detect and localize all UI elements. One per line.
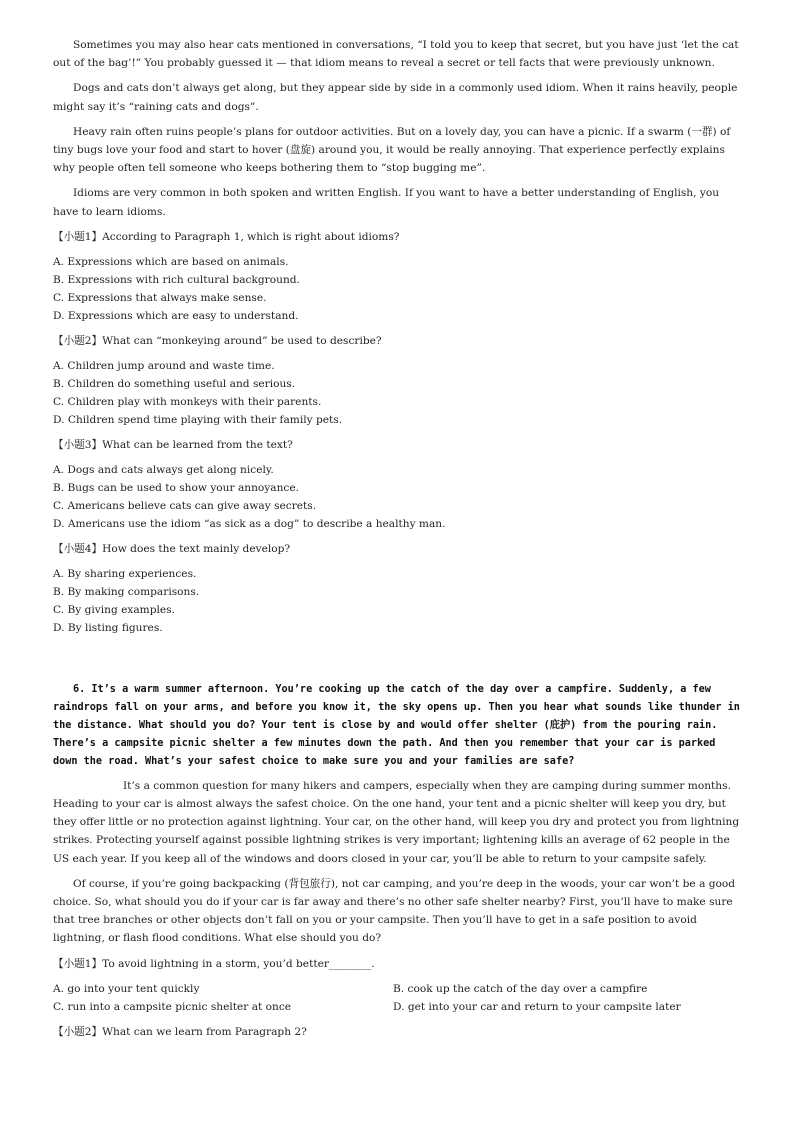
- option-a: A. go into your tent quickly: [53, 982, 200, 995]
- question-stem: 【小题1】To avoid lightning in a storm, you’d better________.: [53, 957, 375, 970]
- option-b: B. Children do something useful and serious.: [53, 377, 296, 390]
- option-list: [53, 565, 743, 637]
- question-stem: 【小题3】What can be learned from the text?: [53, 438, 293, 451]
- option-a: A. Dogs and cats always get along nicely.: [53, 463, 274, 476]
- option-b: B. Bugs can be used to show your annoyance.: [53, 481, 299, 494]
- option-c: C. Americans believe cats can give away secrets.: [53, 499, 317, 512]
- option-c: C. Children play with monkeys with their parents.: [53, 395, 322, 408]
- option-c: C. run into a campsite picnic shelter at once: [53, 1000, 292, 1013]
- question-stem: 【小题1】According to Paragraph 1, which is right about idioms?: [53, 230, 400, 243]
- option-b: B. By making comparisons.: [53, 585, 200, 598]
- option-list: [53, 357, 743, 429]
- paragraph: Heavy rain often ruins people’s plans for outdoor activities. But on a lovely day, you can have a picnic. If a swarm (一群) of tiny bugs love your food and start to hover (盘旋) around you, it would be really annoying. That experience perfectly explains why people often tell someone who keeps bothering them to “stop bugging me”.: [53, 125, 734, 175]
- option-a: A. Expressions which are based on animals.: [53, 255, 289, 268]
- document-page: [53, 36, 743, 1048]
- option-d: D. Americans use the idiom “as sick as a dog” to describe a healthy man.: [53, 517, 446, 530]
- option-a: A. By sharing experiences.: [53, 567, 197, 580]
- paragraph: Dogs and cats don’t always get along, but they appear side by side in a commonly used idiom. When it rains heavily, people might say it’s “raining cats and dogs”.: [53, 82, 741, 113]
- option-d: D. get into your car and return to your campsite later: [393, 1000, 681, 1013]
- passage-intro: 6. It’s a warm summer afternoon. You’re cooking up the catch of the day over a campfire. Suddenly, a few raindrops fall on your arms, and before you know it, the sky opens up. Then you hear what sounds like thunder in the distance. What should you do? Your tent is close by and would offer shelter (庇护) from the pouring rain. There’s a campsite picnic shelter a few minutes down the path. And then you remember that your car is parked down the road. What’s your safest choice to make sure you and your families are safe?: [53, 683, 740, 767]
- option-d: D. By listing figures.: [53, 621, 163, 634]
- option-b: B. cook up the catch of the day over a campfire: [393, 982, 648, 995]
- paragraph: It’s a common question for many hikers and campers, especially when they are camping during summer months. Heading to your car is almost always the safest choice. On the one hand, your tent and a picnic shelter will keep you dry, but they offer little or no protection against lightning. Your car, on the other hand, will keep you dry and protect you from lightning strikes. Protecting yourself against possible lightning strikes is very important; lightening kills an average of 62 people in the US each year. If you keep all of the windows and doors closed in your car, you’ll be able to return to your campsite safely.: [53, 779, 743, 865]
- paragraph: Idioms are very common in both spoken and written English. If you want to have a better understanding of English, you have to learn idioms.: [53, 187, 723, 218]
- paragraph: Of course, if you’re going backpacking (背包旅行), not car camping, and you’re deep in the woods, your car won’t be a good choice. So, what should you do if your car is far away and there’s no other safe shelter nearby? First, you’ll have to make sure that tree branches or other objects don’t fall on you or your campsite. Then you’ll have to get in a safe position to avoid lightning, or flash flood conditions. What else should you do?: [53, 877, 739, 945]
- option-a: A. Children jump around and waste time.: [53, 359, 275, 372]
- option-grid: [53, 980, 743, 1016]
- question-block: [53, 332, 743, 429]
- question-block: [53, 955, 743, 1016]
- paragraph: Sometimes you may also hear cats mentioned in conversations, “I told you to keep that secret, but you have just ‘let the cat out of the bag’!” You probably guessed it — that idiom means to reveal a secret or tell facts that were previously unknown.: [53, 39, 742, 70]
- question-stem: 【小题4】How does the text mainly develop?: [53, 542, 291, 555]
- option-c: C. Expressions that always make sense.: [53, 291, 267, 304]
- option-list: [53, 461, 743, 533]
- question-stem: 【小题2】What can “monkeying around” be used to describe?: [53, 334, 382, 347]
- option-c: C. By giving examples.: [53, 603, 175, 616]
- question-block: [53, 540, 743, 637]
- question-block: [53, 436, 743, 533]
- option-b: B. Expressions with rich cultural background.: [53, 273, 300, 286]
- option-list: [53, 253, 743, 325]
- option-d: D. Children spend time playing with their family pets.: [53, 413, 343, 426]
- question-block: [53, 1023, 743, 1041]
- question-block: [53, 228, 743, 325]
- question-stem: 【小题2】What can we learn from Paragraph 2?: [53, 1025, 307, 1038]
- option-d: D. Expressions which are easy to understand.: [53, 309, 299, 322]
